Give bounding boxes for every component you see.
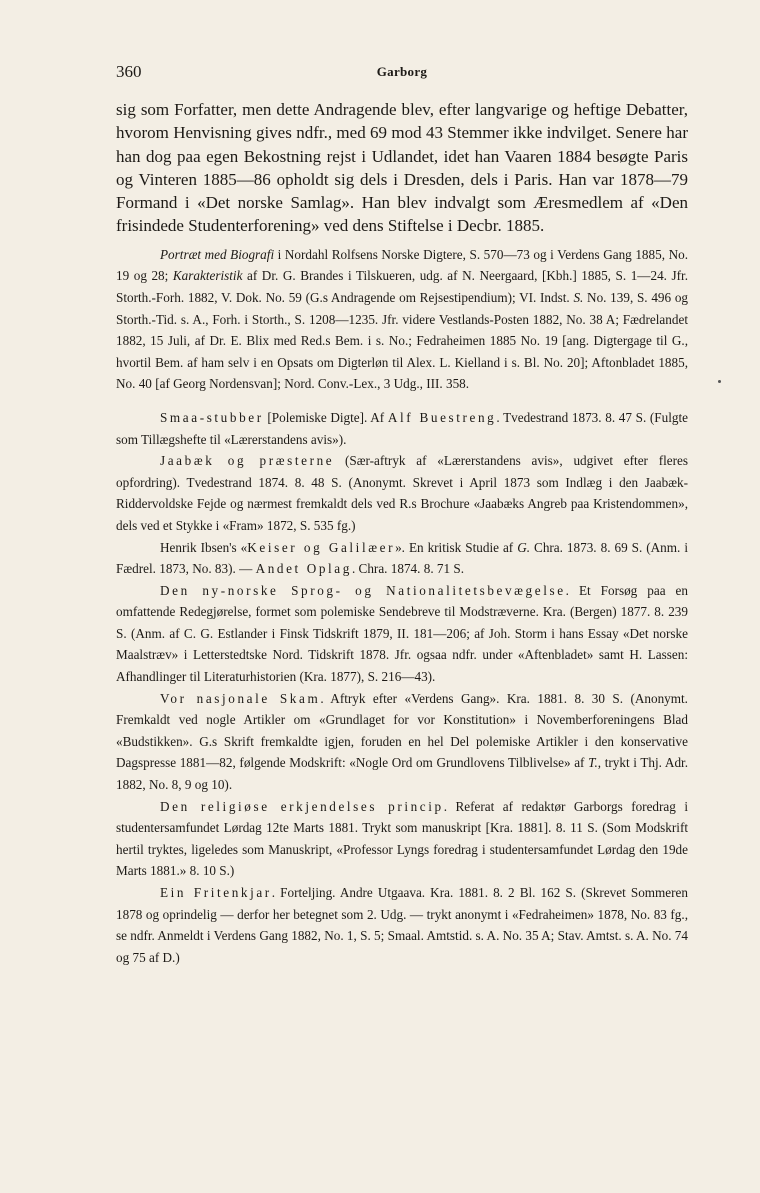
karakteristik-text: af Dr. G. Brandes i Tilskueren, udg. af N. Neergaard, [Kbh.] 1885, S. 1—24. Jfr. Storth.-Forh. 1882, V. Dok. No. 59 (G.s Andragende om Rejsestipendium); VI. Indst. — [116, 268, 688, 305]
work-title: Jaabæk og præsterne — [160, 453, 335, 469]
work-title: Den religiøse erkjendelses princip — [160, 798, 444, 814]
work-title: Keiser og Galilæer — [247, 539, 396, 555]
main-paragraph: sig som Forfatter, men dette Andragende blev, efter langvarige og heftige Debatter, hvorom Henvisning gives ndfr., med 69 mod 43 Stemmer ikke indvilget. Senere har han dog paa egen Bekostning rejst i Udlandet, idet han Vaaren 1884 besøgte Paris og Vinteren 1885—86 opholdt sig dels i Dresden, dels i Paris. Han var 1878—79 Formand i «Det norske Samlag». Han blev indvalgt som Æresmedlem af «Den frisindede Studenterforening» ved dens Stiftelse i Decbr. 1885. — [116, 100, 688, 236]
karakteristik-label: Karakteristik — [172, 268, 243, 284]
work-entry: Den religiøse erkjendelses princip. Referat af redaktør Garborgs foredrag i studentersamfundet Lørdag 12te Marts 1881. Trykt som manuskript [Kra. 1881]. 8. 11 S. (Som Modskrift hertil tryktes, ligeledes som Manuskript, «Professor Lyngs foredrag i studentersamfundet Lørdag den 19de Marts 1881.» 8. 10 S.) — [116, 798, 688, 879]
reference-notes — [116, 244, 688, 395]
main-text — [116, 98, 688, 238]
bibliography — [116, 407, 688, 968]
work-title: Ein Fritenkjar — [160, 885, 272, 900]
page-body — [116, 98, 688, 968]
work-entry: Smaa-stubber [Polemiske Digte]. Af Alf Buestreng. Tvedestrand 1873. 8. 47 S. (Fulgte som Tillægshefte til «Lærerstandens avis»). — [116, 409, 688, 447]
reference-rest: No. 139, S. 496 og Storth.-Tid. s. A., Forh. i Storth., S. 1208—1235. Jfr. videre Vestlands-Posten 1882, No. 38 A; Fædrelandet 1882, 15 Juli, af Dr. E. Blix med Red.s Bem. i s. No.; Fedraheimen 1885 No. 19 [ang. Digtergage til G., hvortil Bem. af ham selv i en Opsats om Digterløn til Alex. L. Kielland i s. Bl. No. 20]; Aftonbladet 1885, No. 40 [af Georg Nordensvan]; Nord. Conv.-Lex., 3 Udg., III. 358. — [116, 289, 689, 392]
portrait-label: Portræt med Biografi — [160, 246, 275, 262]
work-entry: Jaabæk og præsterne (Sær-aftryk af «Lærerstandens avis», udgivet efter fleres opfordring). Tvedestrand 1874. 8. 48 S. (Anonymt. Skrevet i April 1873 som Indlæg i den Jaabæk-Riddervoldske Fejde og nærmest fremkaldt dels ved R.s Brochure «Jaabæks Angreb paa Kristendommen», dels ved et Stykke i «Fram» 1872, S. 535 fg.) — [116, 453, 688, 533]
work-entry: Den ny-norske Sprog- og Nationalitetsbevægelse. Et Forsøg paa en omfattende Redegjørelse, formet som polemiske Sendebreve til Modstræverne. Kra. (Bergen) 1877. 8. 239 S. (Anm. af C. G. Estlander i Finsk Tidskrift 1879, II. 181—206; af Joh. Storm i hans Essay «Det norske Maalstræv» i Letterstedtske Nord. Tidskrift 1878. Jfr. ogsaa ndfr. under «Aftenbladet» samt H. Lassen: Afhandlinger til Literaturhistorien (Kra. 1877), S. 216—43). — [116, 582, 688, 685]
portrait-text: i Nordahl Rolfsens Norske Digtere, S. 570—73 og i Verdens Gang 1885, No. 19 og 28; — [116, 246, 688, 284]
work-title: Vor nasjonale Skam — [160, 690, 321, 706]
author-pseudonym: Alf Buestreng — [387, 409, 497, 425]
work-entry: Henrik Ibsen's «Keiser og Galilæer». En kritisk Studie af G. Chra. 1873. 8. 69 S. (Anm. i Fædrel. 1873, No. 83). — Andet Oplag. Chra. 1874. 8. 71 S. — [116, 539, 688, 577]
work-title: Smaa-stubber — [160, 409, 264, 425]
edition-label: Andet Oplag — [255, 561, 352, 577]
reference-paragraph — [116, 244, 688, 395]
work-entry: Ein Fritenkjar. Forteljing. Andre Utgaava. Kra. 1881. 8. 2 Bl. 162 S. (Skrevet Sommeren 1878 og oprindelig — derfor her betegnet som 2. Udg. — trykt anonymt i «Fedraheimen» 1878, No. 83 fg., se ndfr. Anmeldt i Verdens Gang 1882, No. 1, S. 5; Smaal. Amtstid. s. A. No. 35 A; Stav. Amtst. s. A. No. 74 og 75 af D.) — [116, 885, 688, 965]
work-title: Den ny-norske Sprog- og Nationalitetsbevægelse — [160, 582, 566, 598]
page-number: 360 — [116, 62, 142, 81]
s-label: S. — [573, 289, 584, 305]
running-head: Garborg — [376, 64, 428, 79]
page-header — [116, 62, 688, 82]
work-entry: Vor nasjonale Skam. Aftryk efter «Verdens Gang». Kra. 1881. 8. 30 S. (Anonymt. Fremkaldt ved nogle Artikler om «Grundlaget for vor Konstitution» i Novemberforeningens Blad «Budstikken». G.s Skrift fremkaldte igjen, foruden en hel Del polemiske Artikler i den konservative Dagspresse 1881—82, følgende Modskrift: «Nogle Ord om Grundlovens Tilblivelse» af T., trykt i Thj. Adr. 1882, No. 8, 9 og 10). — [116, 690, 688, 793]
print-speck — [718, 380, 721, 383]
